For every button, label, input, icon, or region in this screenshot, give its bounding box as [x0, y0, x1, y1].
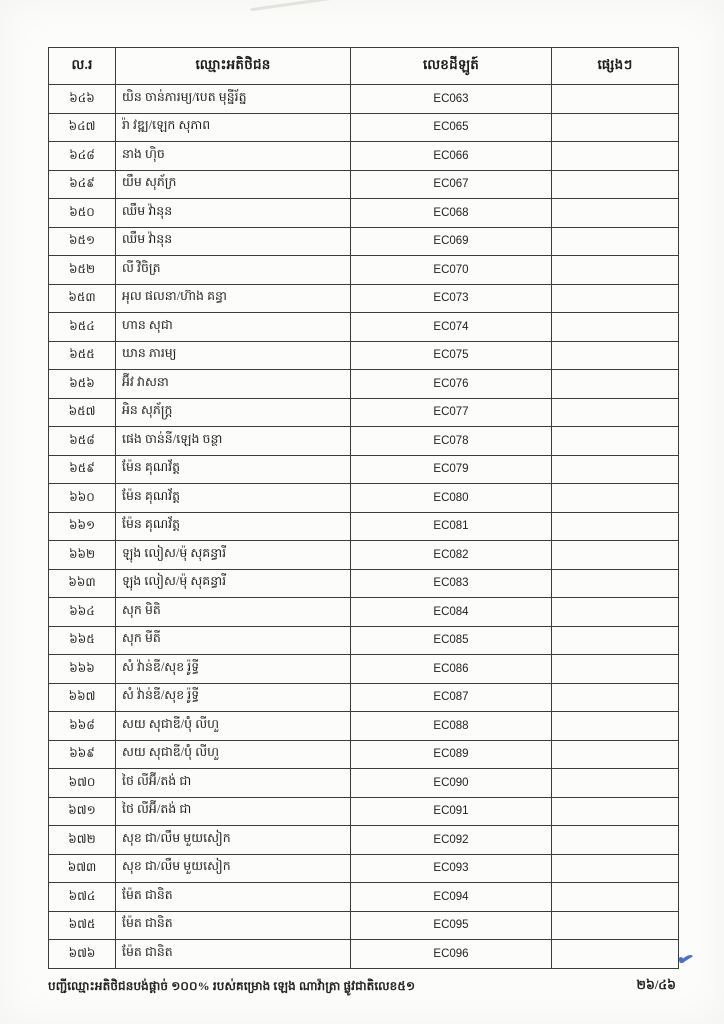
table-row: [49, 85, 679, 114]
lot-number-cell: EC091: [351, 797, 552, 826]
lot-number-cell: EC089: [351, 740, 552, 769]
table-row: [49, 427, 679, 456]
other-cell: [552, 341, 679, 370]
customer-name-cell: ថៃ លីអ៊ី/តង់ ជា: [116, 769, 351, 798]
lot-number-cell: EC074: [351, 313, 552, 342]
table-row: [49, 455, 679, 484]
customer-name-cell: រ៉ា វឌ្ឍ/ឡេក សុភាព: [116, 113, 351, 142]
row-number-cell: ៦៧០: [49, 769, 116, 798]
customer-lot-table: [48, 47, 679, 969]
other-cell: [552, 455, 679, 484]
customer-name-cell: លី វិចិត្រ: [116, 256, 351, 285]
customer-name-cell: ថៃ លីអ៊ី/តង់ ជា: [116, 797, 351, 826]
row-number-cell: ៦៧២: [49, 826, 116, 855]
lot-number-cell: EC067: [351, 170, 552, 199]
page-footer: [48, 978, 676, 996]
row-number-cell: ៦៤៩: [49, 170, 116, 199]
other-cell: [552, 85, 679, 114]
table-row: [49, 598, 679, 627]
table-row: [49, 626, 679, 655]
row-number-cell: ៦៦៩: [49, 740, 116, 769]
table-row: [49, 940, 679, 969]
customer-name-cell: ម៉ែន គុណវ័ត្ត: [116, 512, 351, 541]
blue-check-mark-icon: ✔: [674, 948, 696, 971]
row-number-cell: ៦៧៤: [49, 883, 116, 912]
other-cell: [552, 142, 679, 171]
lot-number-cell: EC082: [351, 541, 552, 570]
row-number-cell: ៦៥១: [49, 227, 116, 256]
row-number-cell: ៦៥៩: [49, 455, 116, 484]
lot-number-cell: EC081: [351, 512, 552, 541]
row-number-cell: ៦៥០: [49, 199, 116, 228]
customer-name-cell: សំ វ៉ាន់ឌី/សុខ រ៉ូទ្ធី: [116, 655, 351, 684]
other-cell: [552, 541, 679, 570]
lot-number-cell: EC088: [351, 712, 552, 741]
col-header-other: ផ្សេងៗ: [552, 48, 679, 85]
customer-name-cell: ម៉ែត ជានិត: [116, 883, 351, 912]
other-cell: [552, 256, 679, 285]
row-number-cell: ៦៥៨: [49, 427, 116, 456]
other-cell: [552, 598, 679, 627]
other-cell: [552, 113, 679, 142]
row-number-cell: ៦៦៣: [49, 569, 116, 598]
lot-number-cell: EC078: [351, 427, 552, 456]
customer-name-cell: ម៉ែន គុណវ័ត្ត: [116, 484, 351, 513]
col-header-lot-number: លេខដីឡូត៍: [351, 48, 552, 85]
row-number-cell: ៦៦៨: [49, 712, 116, 741]
row-number-cell: ៦៥៥: [49, 341, 116, 370]
other-cell: [552, 626, 679, 655]
customer-name-cell: សុខ ជា/លឹម មួយសៀក: [116, 826, 351, 855]
customer-name-cell: នាង ហ៊ិច: [116, 142, 351, 171]
customer-name-cell: សយ សុជាឌី/ប៉ុំ លីហួ: [116, 740, 351, 769]
table-row: [49, 512, 679, 541]
lot-number-cell: EC070: [351, 256, 552, 285]
row-number-cell: ៦៧៥: [49, 911, 116, 940]
table-row: [49, 911, 679, 940]
row-number-cell: ៦៦១: [49, 512, 116, 541]
customer-name-cell: ម៉ែត ជានិត: [116, 940, 351, 969]
table-row: [49, 854, 679, 883]
row-number-cell: ៦៧៣: [49, 854, 116, 883]
customer-name-cell: ម៉ែត ជានិត: [116, 911, 351, 940]
other-cell: [552, 769, 679, 798]
col-header-no: ល.រ: [49, 48, 116, 85]
lot-number-cell: EC075: [351, 341, 552, 370]
other-cell: [552, 826, 679, 855]
lot-number-cell: EC087: [351, 683, 552, 712]
row-number-cell: ៦៥៧: [49, 398, 116, 427]
lot-number-cell: EC092: [351, 826, 552, 855]
other-cell: [552, 940, 679, 969]
customer-name-cell: យឹម សុភ័ក្រ: [116, 170, 351, 199]
row-number-cell: ៦៧៦: [49, 940, 116, 969]
table-row: [49, 370, 679, 399]
other-cell: [552, 797, 679, 826]
customer-name-cell: ម៉ែន គុណវ័ត្ត: [116, 455, 351, 484]
other-cell: [552, 398, 679, 427]
customer-name-cell: សុក មីតី: [116, 626, 351, 655]
row-number-cell: ៦៤៦: [49, 85, 116, 114]
customer-name-cell: ផេង ចាន់នី/ឡេង ចន្ថា: [116, 427, 351, 456]
customer-name-cell: អិន សុភ័ក្រ្ត: [116, 398, 351, 427]
lot-number-cell: EC077: [351, 398, 552, 427]
other-cell: [552, 227, 679, 256]
other-cell: [552, 427, 679, 456]
lot-number-cell: EC068: [351, 199, 552, 228]
table-row: [49, 227, 679, 256]
row-number-cell: ៦៦២: [49, 541, 116, 570]
other-cell: [552, 740, 679, 769]
customer-name-cell: ហាន សុជា: [116, 313, 351, 342]
row-number-cell: ៦៥៦: [49, 370, 116, 399]
customer-name-cell: សុខ ជា/លឹម មួយសៀក: [116, 854, 351, 883]
lot-number-cell: EC063: [351, 85, 552, 114]
lot-number-cell: EC076: [351, 370, 552, 399]
other-cell: [552, 883, 679, 912]
customer-name-cell: សុក មិតិ: [116, 598, 351, 627]
row-number-cell: ៦៧១: [49, 797, 116, 826]
row-number-cell: ៦៥៣: [49, 284, 116, 313]
lot-number-cell: EC083: [351, 569, 552, 598]
row-number-cell: ៦៦៥: [49, 626, 116, 655]
lot-number-cell: EC079: [351, 455, 552, 484]
table-row: [49, 883, 679, 912]
customer-name-cell: ឈឹម វ៉ានុន: [116, 199, 351, 228]
other-cell: [552, 911, 679, 940]
page-number: ២៦/៤៦: [636, 978, 676, 992]
table-row: [49, 683, 679, 712]
customer-name-cell: ឃាន ភារម្យ: [116, 341, 351, 370]
customer-name-cell: ឡុង លៀស/ម៉ុ សុគន្ធារី: [116, 569, 351, 598]
other-cell: [552, 683, 679, 712]
table-row: [49, 313, 679, 342]
customer-name-cell: ឈឹម វ៉ានុន: [116, 227, 351, 256]
customer-name-cell: អ៊ីវ វាសនា: [116, 370, 351, 399]
table-row: [49, 256, 679, 285]
customer-name-cell: យិន ចាន់ភារម្យ/បេត មុន្នីរ័ត្ន: [116, 85, 351, 114]
other-cell: [552, 484, 679, 513]
table-row: [49, 769, 679, 798]
lot-number-cell: EC080: [351, 484, 552, 513]
table-row: [49, 655, 679, 684]
other-cell: [552, 569, 679, 598]
other-cell: [552, 284, 679, 313]
table-header-row: [49, 48, 679, 85]
row-number-cell: ៦៤៧: [49, 113, 116, 142]
table-row: [49, 142, 679, 171]
row-number-cell: ៦៤៨: [49, 142, 116, 171]
table-row: [49, 826, 679, 855]
footer-note: បញ្ជីឈ្មោះអតិថិជនបង់ផ្តាច់ ១០០% របស់គម្រោង ឡេង ណាវ៉ាត្រា ផ្លូវជាតិលេខ៥១: [48, 979, 416, 993]
table-row: [49, 398, 679, 427]
table-row: [49, 341, 679, 370]
customer-name-cell: អុល ផលនា/ហ៊ាង គន្ធា: [116, 284, 351, 313]
scan-artifact: [250, 0, 340, 11]
lot-number-cell: EC065: [351, 113, 552, 142]
lot-number-cell: EC084: [351, 598, 552, 627]
other-cell: [552, 854, 679, 883]
row-number-cell: ៦៥២: [49, 256, 116, 285]
row-number-cell: ៦៦៦: [49, 655, 116, 684]
lot-number-cell: EC085: [351, 626, 552, 655]
lot-number-cell: EC093: [351, 854, 552, 883]
lot-number-cell: EC095: [351, 911, 552, 940]
other-cell: [552, 313, 679, 342]
lot-number-cell: EC066: [351, 142, 552, 171]
other-cell: [552, 170, 679, 199]
table-row: [49, 284, 679, 313]
table-row: [49, 113, 679, 142]
table-row: [49, 569, 679, 598]
lot-number-cell: EC096: [351, 940, 552, 969]
other-cell: [552, 370, 679, 399]
lot-number-cell: EC090: [351, 769, 552, 798]
table-row: [49, 740, 679, 769]
customer-name-cell: ឡុង លៀស/ម៉ុ សុគន្ធារី: [116, 541, 351, 570]
lot-number-cell: EC094: [351, 883, 552, 912]
lot-number-cell: EC073: [351, 284, 552, 313]
other-cell: [552, 712, 679, 741]
table-row: [49, 170, 679, 199]
table-row: [49, 541, 679, 570]
row-number-cell: ៦៦០: [49, 484, 116, 513]
customer-name-cell: សំ វ៉ាន់ឌី/សុខ រ៉ូទ្ធី: [116, 683, 351, 712]
col-header-customer-name: ឈ្មោះអតិថិជន: [116, 48, 351, 85]
other-cell: [552, 512, 679, 541]
table-row: [49, 712, 679, 741]
table-row: [49, 797, 679, 826]
lot-number-cell: EC086: [351, 655, 552, 684]
other-cell: [552, 199, 679, 228]
customer-name-cell: សយ សុជាឌី/ប៉ុំ លីហួ: [116, 712, 351, 741]
table-row: [49, 199, 679, 228]
row-number-cell: ៦៥៤: [49, 313, 116, 342]
other-cell: [552, 655, 679, 684]
table-row: [49, 484, 679, 513]
lot-number-cell: EC069: [351, 227, 552, 256]
table-body: [49, 85, 679, 969]
row-number-cell: ៦៦៤: [49, 598, 116, 627]
row-number-cell: ៦៦៧: [49, 683, 116, 712]
